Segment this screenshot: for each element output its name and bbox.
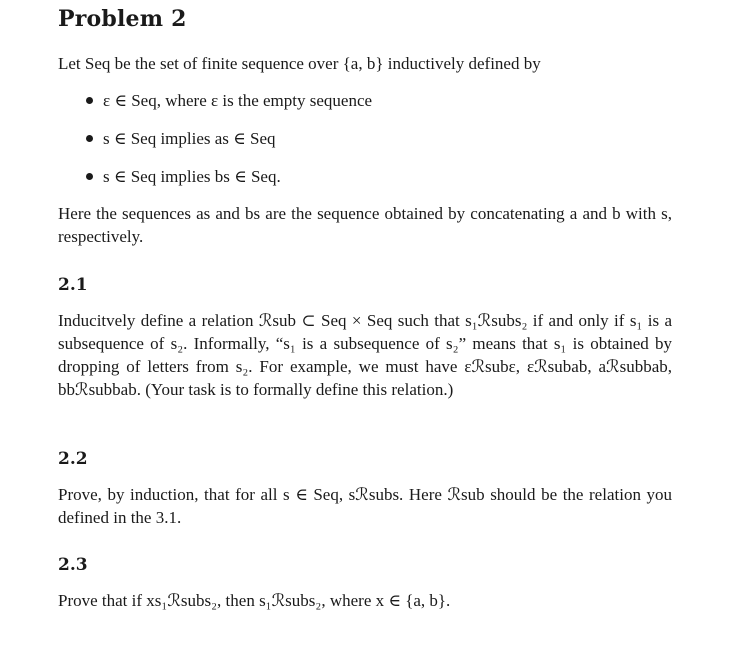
section-text-2-2: Prove, by induction, that for all s ∈ Seq, sℛsubs. Here ℛsub should be the relation you defined in the 3.1. (58, 485, 672, 527)
here-paragraph: Here the sequences as and bs are the sequence obtained by concatenating a and b with s, respectively. (58, 204, 672, 246)
section-text-2-3: Prove that if xs₁ℛsubs₂, then s₁ℛsubs₂, where x ∈ {a, b}. (58, 591, 451, 610)
list-item (58, 127, 372, 165)
section-heading-2-3: 2.3 (58, 555, 88, 575)
section-text-2-1: Inducitvely define a relation ℛsub ⊂ Seq × Seq such that s₁ℛsubs₂ if and only if s₁ is a subsequence of s₂. Informally, “s₁ is a subsequence of s₂” means that s₁ is obtained by dropping of letters from s₂. For example, we must have εℛsubε, εℛsubab, aℛsubbab, bbℛsubbab. (Your task is to formally define this relation.) (58, 311, 672, 399)
bullet-icon (86, 173, 93, 180)
section-heading-2-1: 2.1 (58, 275, 88, 295)
bullet-icon (86, 135, 93, 142)
problem-title: Problem 2 (58, 6, 187, 32)
list-item (58, 165, 372, 203)
list-item-text: s ∈ Seq implies bs ∈ Seq. (103, 167, 281, 186)
list-item-text: ε ∈ Seq, where ε is the empty sequence (103, 91, 373, 110)
list-item-text: s ∈ Seq implies as ∈ Seq (103, 129, 276, 148)
intro-text: Let Seq be the set of finite sequence over {a, b} inductively defined by (58, 54, 541, 73)
list-item (58, 89, 372, 127)
section-heading-2-2: 2.2 (58, 449, 88, 469)
definition-list (58, 89, 372, 203)
bullet-icon (86, 97, 93, 104)
